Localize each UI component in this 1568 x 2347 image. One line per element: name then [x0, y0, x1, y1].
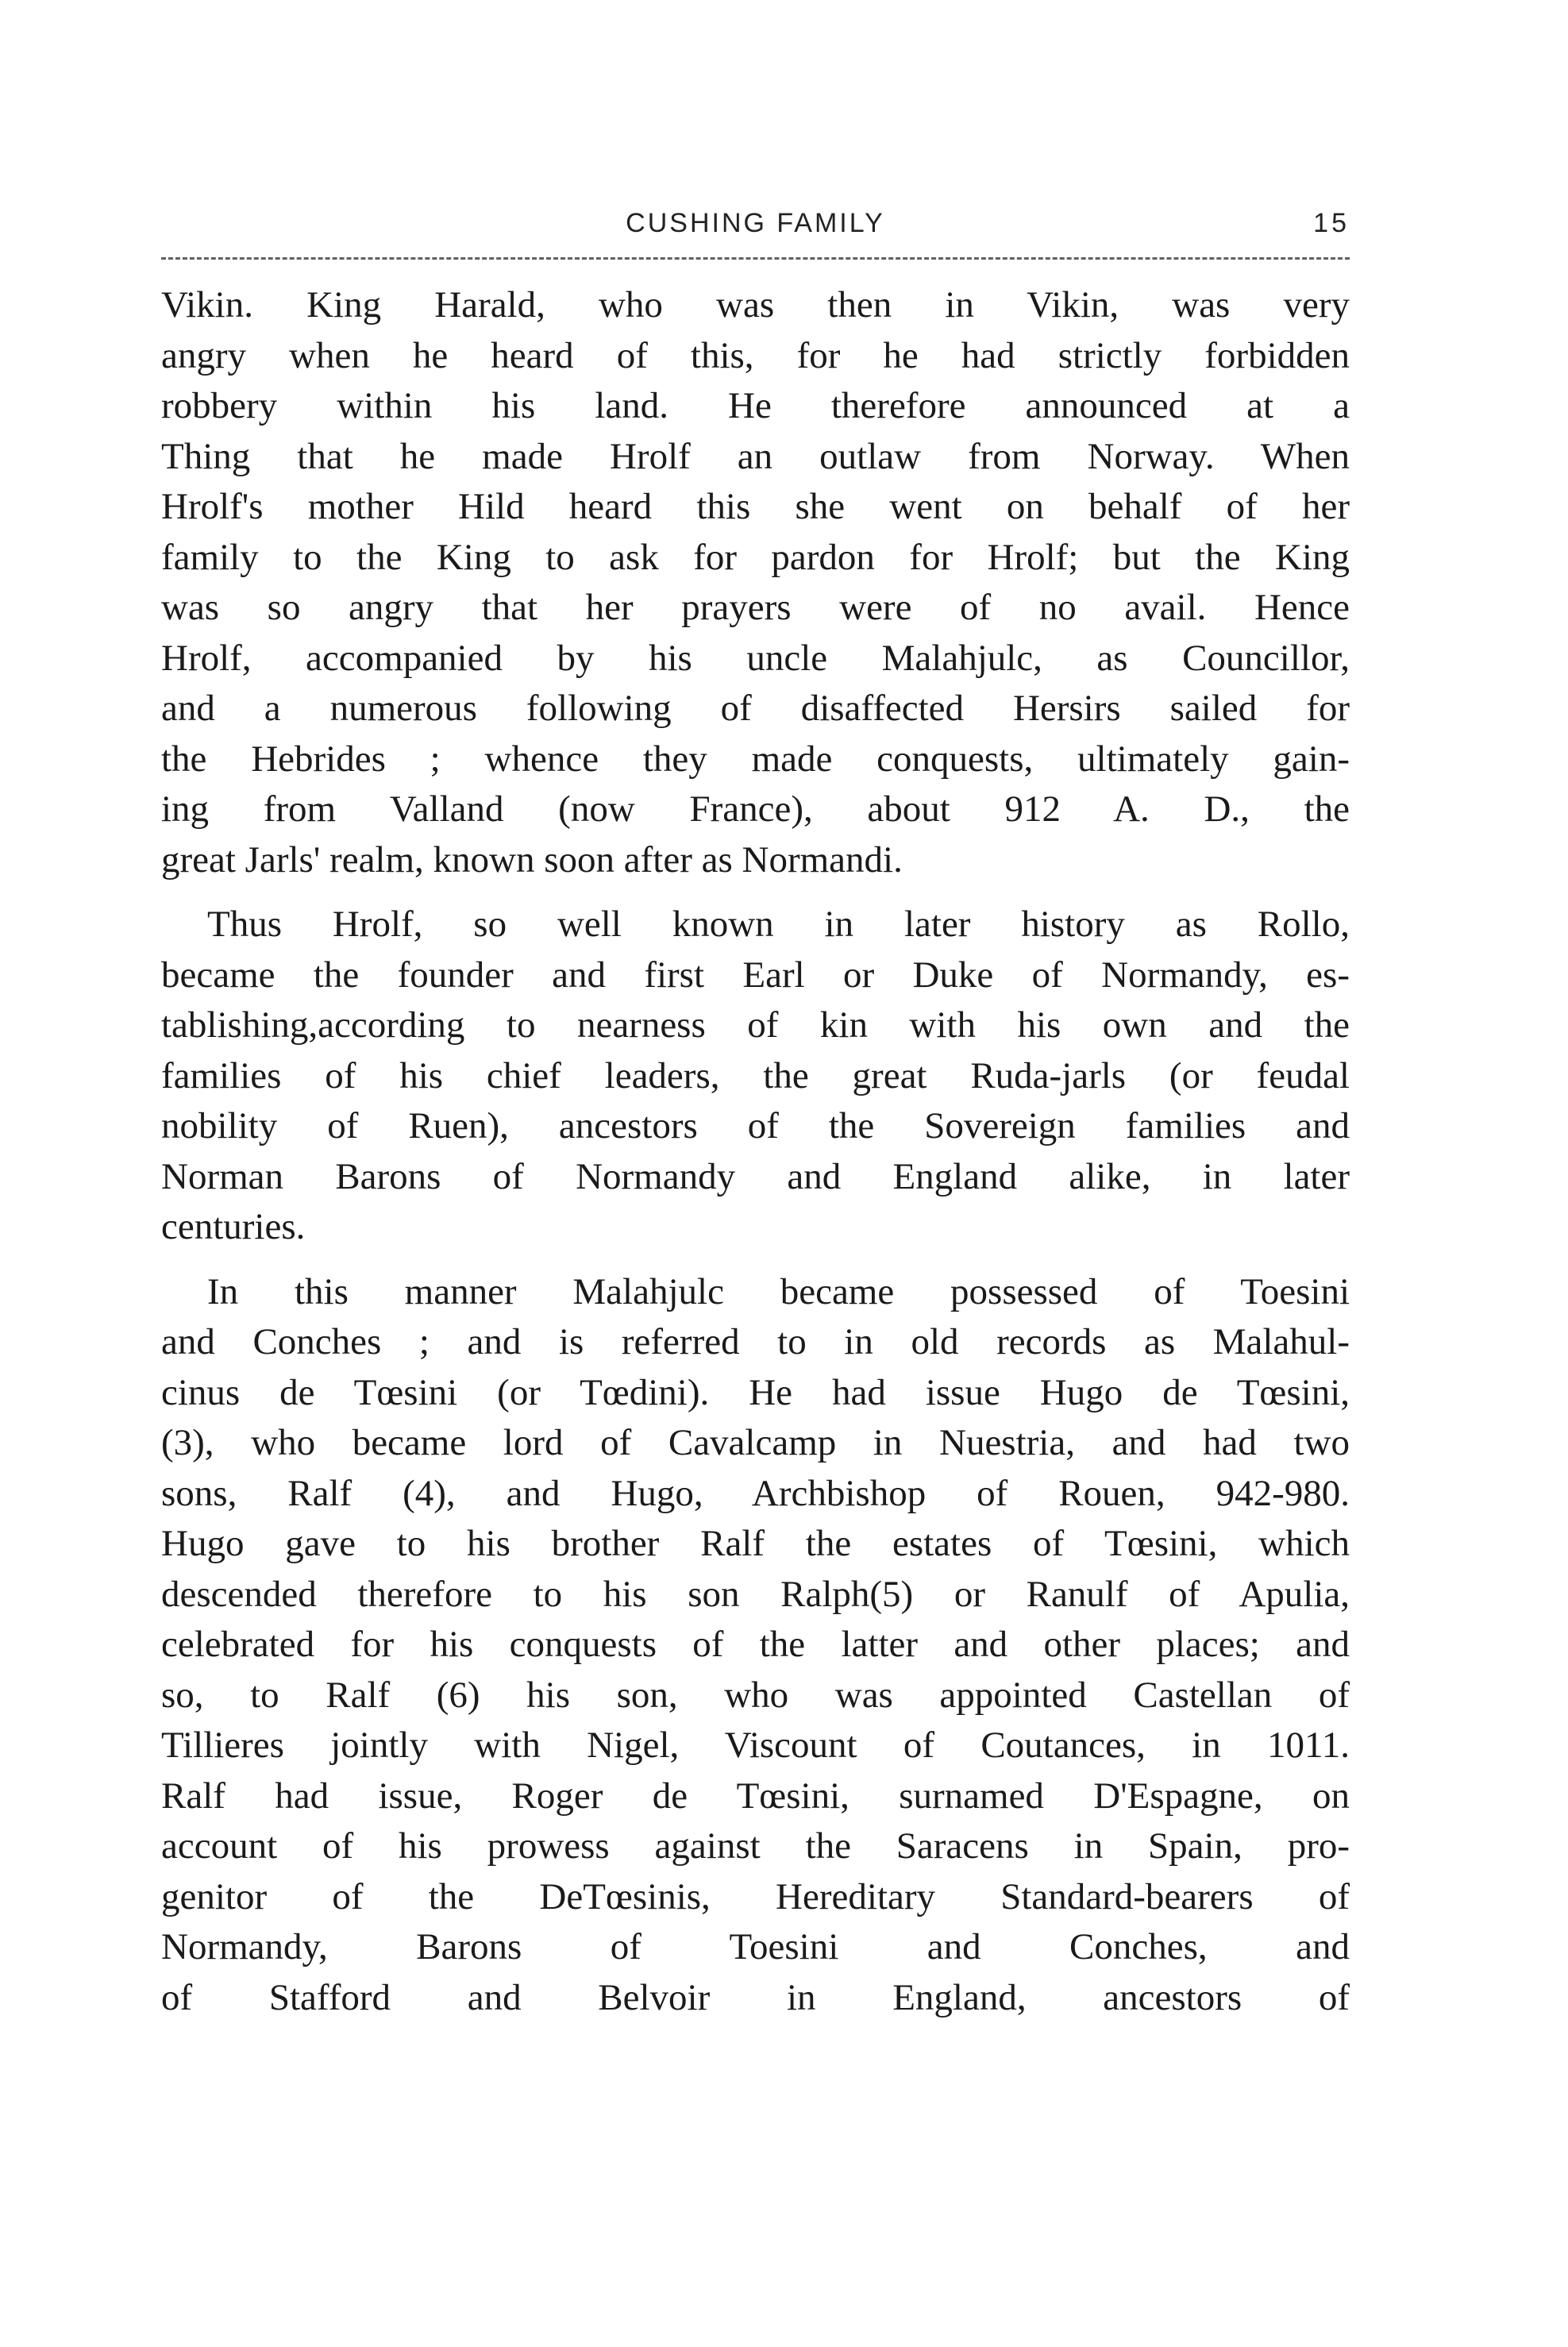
text-line: of Stafford and Belvoir in England, ancestors of — [161, 1976, 1350, 2018]
text-line: family to the King to ask for pardon for Hrolf; but the King — [161, 536, 1350, 578]
text-line: genitor of the DeTœsinis, Hereditary Standard-bearers of — [161, 1875, 1350, 1917]
text-line: Norman Barons of Normandy and England alike, in later — [161, 1155, 1350, 1197]
text-line: Normandy, Barons of Toesini and Conches, and — [161, 1926, 1350, 1967]
text-line: cinus de Tœsini (or Tœdini). He had issue Hugo de Tœsini, — [161, 1371, 1350, 1413]
text-line: great Jarls' realm, known soon after as Normandi. — [161, 838, 903, 881]
book-page — [161, 208, 1350, 2241]
text-line: and a numerous following of disaffected Hersirs sailed for — [161, 688, 1350, 729]
text-line: tablishing,according to nearness of kin with his own and the — [161, 1004, 1350, 1046]
header-rule — [161, 257, 1350, 260]
running-title: CUSHING FAMILY — [626, 208, 885, 238]
text-line: Thing that he made Hrolf an outlaw from Norway. When — [161, 435, 1350, 477]
paragraph — [161, 1267, 1350, 2024]
text-line: sons, Ralf (4), and Hugo, Archbishop of Rouen, 942-980. — [161, 1472, 1350, 1514]
text-line: angry when he heard of this, for he had strictly forbidden — [161, 334, 1350, 376]
paragraph — [161, 900, 1350, 1253]
text-line: Hugo gave to his brother Ralf the estates of Tœsini, which — [161, 1523, 1350, 1564]
text-line: became the founder and first Earl or Duke of Normandy, es- — [161, 954, 1350, 996]
text-line: Hrolf, accompanied by his uncle Malahjulc, as Councillor, — [161, 637, 1350, 679]
text-line: Tillieres jointly with Nigel, Viscount of Coutances, in 1011. — [161, 1725, 1350, 1766]
text-line: so, to Ralf (6) his son, who was appointed Castellan of — [161, 1674, 1350, 1716]
text-line: robbery within his land. He therefore announced at a — [161, 385, 1350, 426]
text-line: Vikin. King Harald, who was then in Vikin, was very — [161, 284, 1350, 326]
text-line: celebrated for his conquests of the latter and other places; and — [161, 1624, 1350, 1665]
text-line: and Conches ; and is referred to in old records as Malahul- — [161, 1321, 1350, 1362]
body-text — [161, 280, 1350, 2023]
text-line: (3), who became lord of Cavalcamp in Nuestria, and had two — [161, 1422, 1350, 1463]
text-line: Ralf had issue, Roger de Tœsini, surnamed D'Espagne, on — [161, 1775, 1350, 1817]
text-line: Hrolf's mother Hild heard this she went on behalf of her — [161, 486, 1350, 527]
text-line: In this manner Malahjulc became possessed of Toesini — [207, 1270, 1350, 1312]
text-line: centuries. — [161, 1206, 306, 1247]
paragraph — [161, 280, 1350, 885]
text-line: account of his prowess against the Saracens in Spain, pro- — [161, 1825, 1350, 1867]
text-line: descended therefore to his son Ralph(5) or Ranulf of Apulia, — [161, 1573, 1350, 1615]
text-line: families of his chief leaders, the great Ruda-jarls (or feudal — [161, 1054, 1350, 1096]
text-line: was so angry that her prayers were of no avail. Hence — [161, 587, 1350, 628]
text-line: ing from Valland (now France), about 912 A. D., the — [161, 788, 1350, 830]
text-line: the Hebrides ; whence they made conquests, ultimately gain- — [161, 738, 1350, 780]
text-line: Thus Hrolf, so well known in later history as Rollo, — [207, 904, 1350, 945]
text-line: nobility of Ruen), ancestors of the Sovereign families and — [161, 1105, 1350, 1147]
running-head — [161, 208, 1350, 256]
page-number: 15 — [1313, 208, 1350, 238]
